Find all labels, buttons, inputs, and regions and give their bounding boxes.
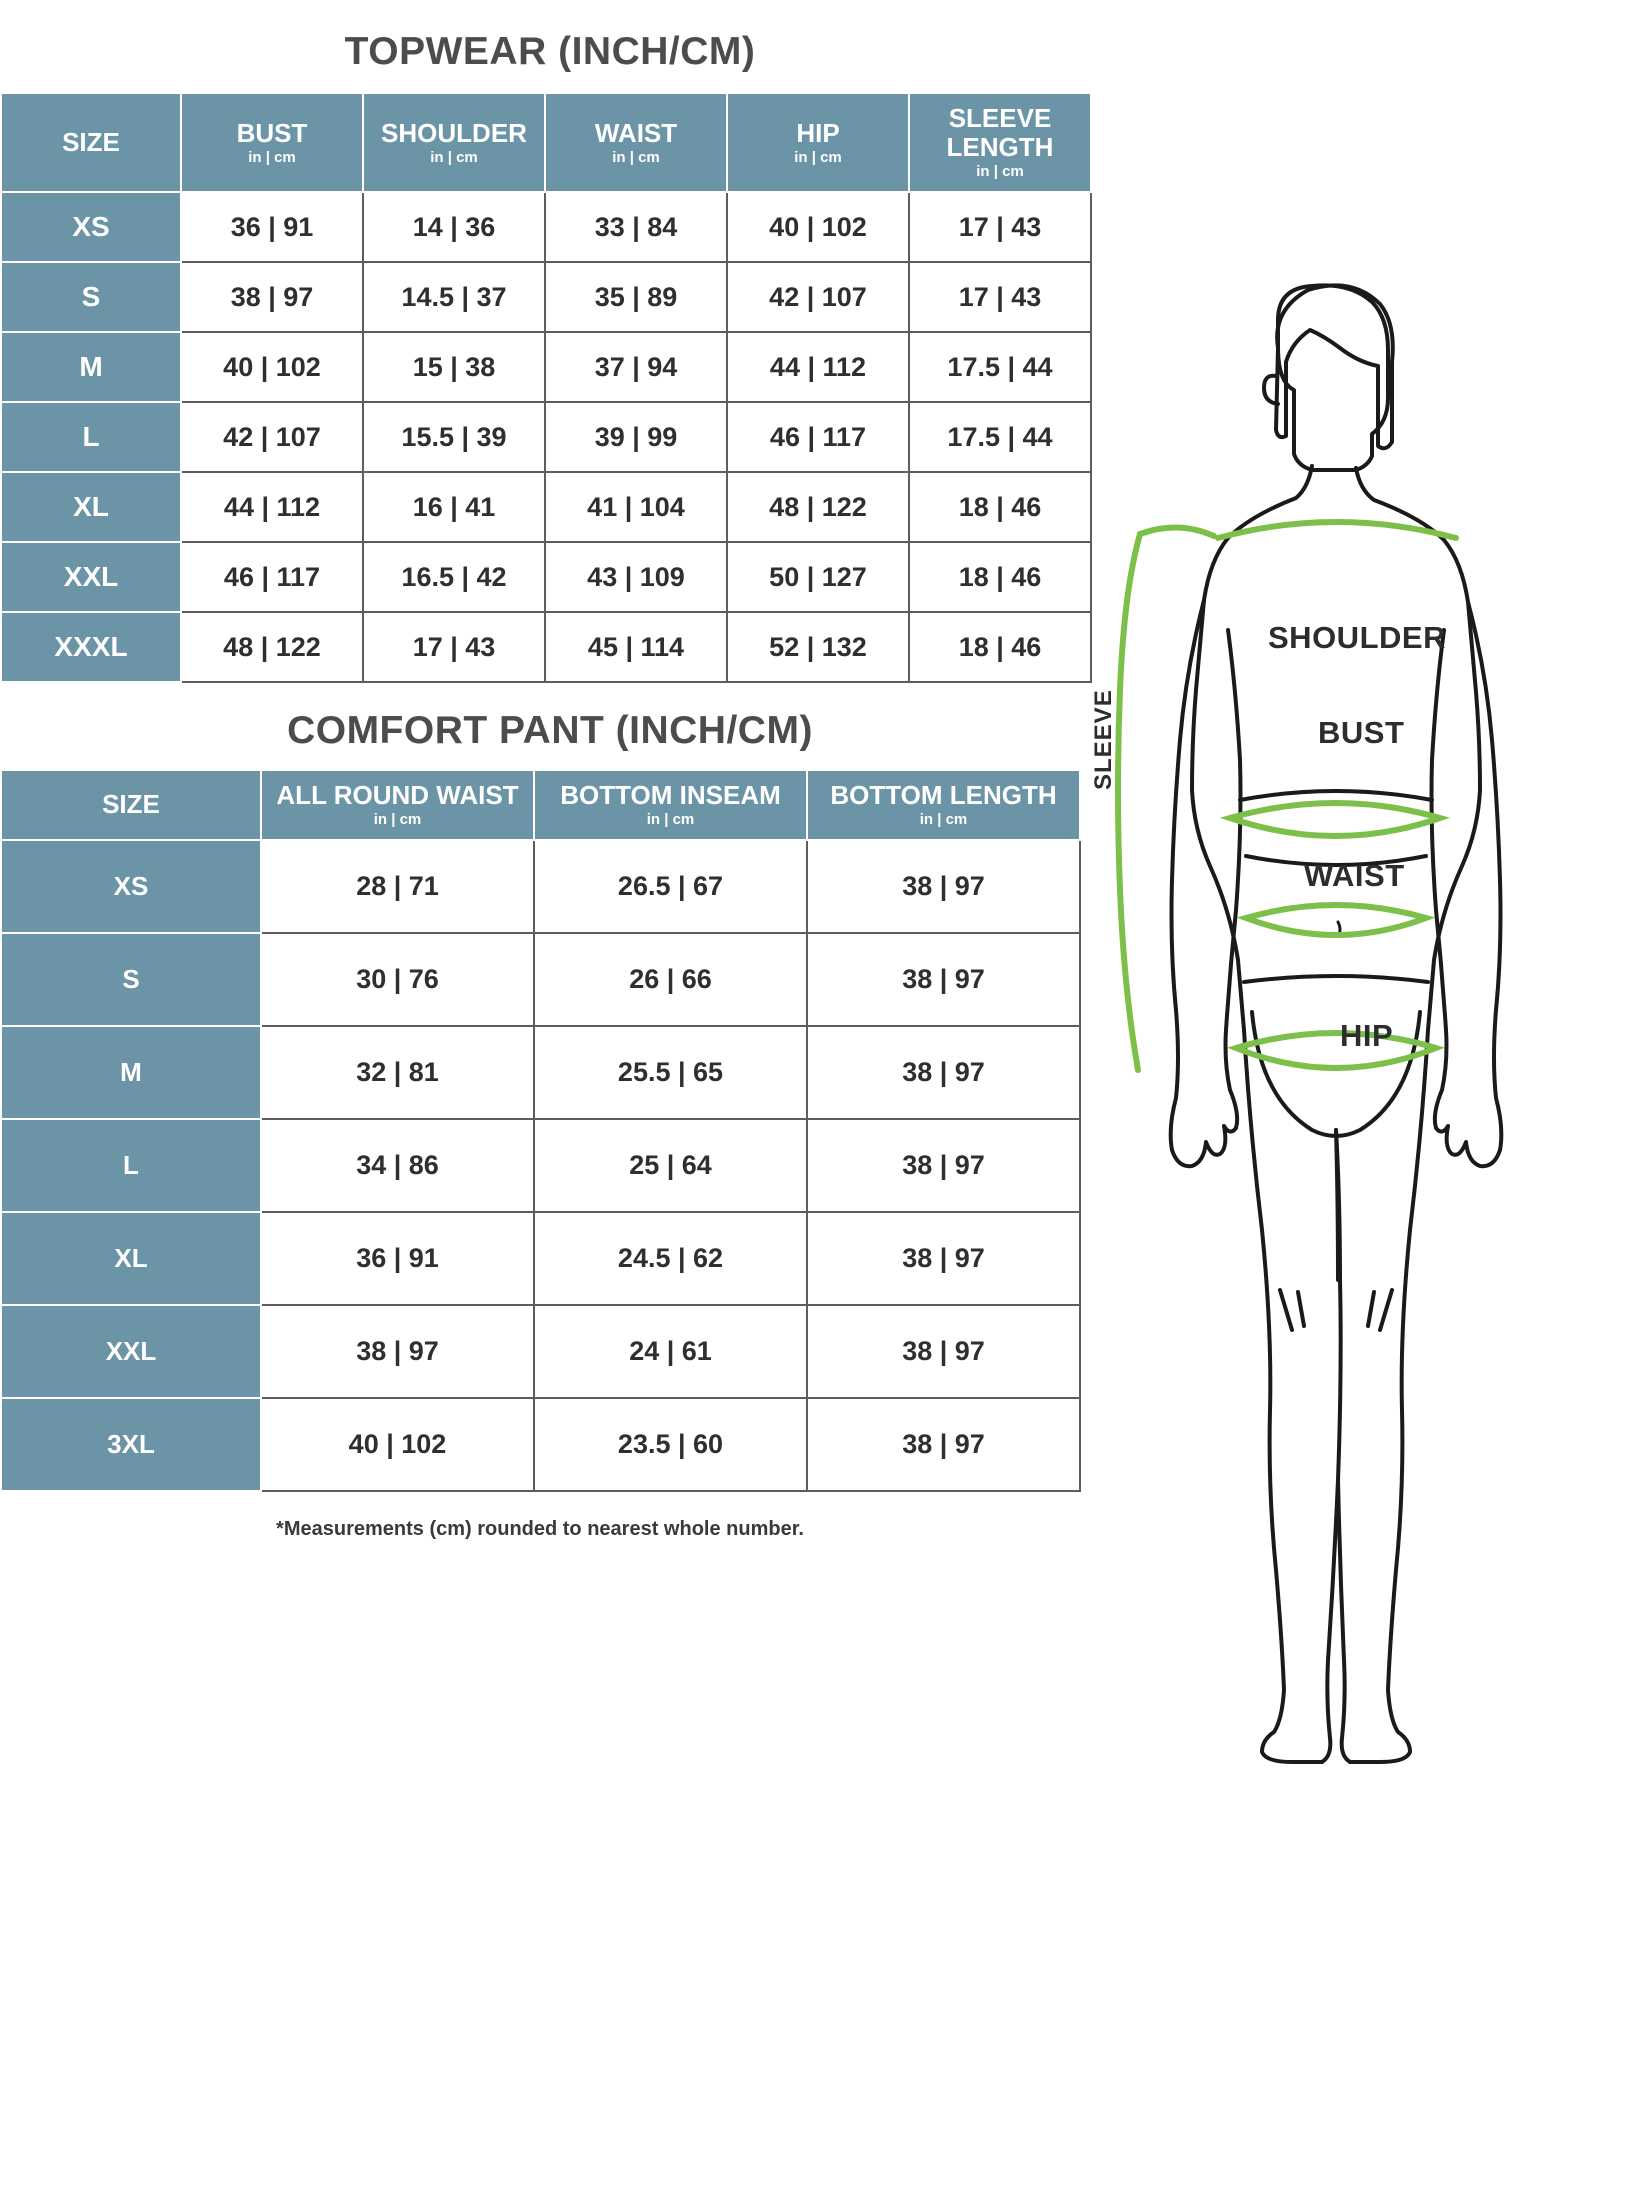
cell-hip: 52 | 132 xyxy=(727,612,909,682)
header-label: SLEEVE LENGTH xyxy=(946,103,1054,163)
waist-label: WAIST xyxy=(1304,858,1405,893)
cell-hip: 48 | 122 xyxy=(727,472,909,542)
cell-sleeve: 18 | 46 xyxy=(909,472,1091,542)
cell-waist: 45 | 114 xyxy=(545,612,727,682)
topwear-table xyxy=(0,92,1092,683)
cell-bottom-length: 38 | 97 xyxy=(807,1305,1080,1398)
cell-bust: 48 | 122 xyxy=(181,612,363,682)
header-label: SHOULDER xyxy=(381,117,527,148)
cell-bottom-inseam: 24.5 | 62 xyxy=(534,1212,807,1305)
header-label: BOTTOM INSEAM xyxy=(560,780,781,811)
cell-all-round-waist: 30 | 76 xyxy=(261,933,534,1026)
cell-bottom-length: 38 | 97 xyxy=(807,1026,1080,1119)
cell-shoulder: 17 | 43 xyxy=(363,612,545,682)
cell-bust: 36 | 91 xyxy=(181,192,363,262)
shoulder-label: SHOULDER xyxy=(1268,620,1446,655)
cell-bottom-length: 38 | 97 xyxy=(807,1119,1080,1212)
column-header-size xyxy=(1,93,181,192)
cell-bust: 40 | 102 xyxy=(181,332,363,402)
cell-waist: 43 | 109 xyxy=(545,542,727,612)
table-row xyxy=(1,1398,1080,1491)
cell-shoulder: 15.5 | 39 xyxy=(363,402,545,472)
row-size: XXL xyxy=(1,1305,261,1398)
column-header-hip xyxy=(727,93,909,192)
row-size: XL xyxy=(1,1212,261,1305)
female-body-illustration xyxy=(1100,270,1652,1970)
cell-sleeve: 17.5 | 44 xyxy=(909,402,1091,472)
column-header-bust xyxy=(181,93,363,192)
row-size: 3XL xyxy=(1,1398,261,1491)
left-leg-outline xyxy=(1244,1030,1341,1762)
cell-waist: 33 | 84 xyxy=(545,192,727,262)
header-label: SIZE xyxy=(102,789,160,820)
right-arm-outline xyxy=(1432,602,1502,1166)
row-size: XXL xyxy=(1,542,181,612)
header-label: HIP xyxy=(796,117,840,148)
column-header-bottom-inseam xyxy=(534,770,807,840)
column-header-size xyxy=(1,770,261,840)
table-row xyxy=(1,840,1080,933)
cell-sleeve: 17 | 43 xyxy=(909,192,1091,262)
table-row xyxy=(1,1026,1080,1119)
cell-hip: 40 | 102 xyxy=(727,192,909,262)
header-label: ALL ROUND WAIST xyxy=(276,780,519,811)
cell-waist: 39 | 99 xyxy=(545,402,727,472)
cell-shoulder: 16.5 | 42 xyxy=(363,542,545,612)
column-header-waist xyxy=(545,93,727,192)
table-header-row xyxy=(1,770,1080,840)
cell-sleeve: 17.5 | 44 xyxy=(909,332,1091,402)
row-size: S xyxy=(1,933,261,1026)
left-arm-outline xyxy=(1171,600,1241,1166)
table-row xyxy=(1,1305,1080,1398)
column-header-all-round-waist xyxy=(261,770,534,840)
hip-line xyxy=(1244,976,1428,982)
cell-all-round-waist: 34 | 86 xyxy=(261,1119,534,1212)
comfort-pant-table xyxy=(0,769,1081,1492)
cell-bust: 44 | 112 xyxy=(181,472,363,542)
header-unit: in | cm xyxy=(373,811,422,829)
cell-sleeve: 18 | 46 xyxy=(909,542,1091,612)
topwear-title: TOPWEAR (INCH/CM) xyxy=(344,30,756,73)
cell-bust: 38 | 97 xyxy=(181,262,363,332)
cell-all-round-waist: 32 | 81 xyxy=(261,1026,534,1119)
cell-bottom-inseam: 25 | 64 xyxy=(534,1119,807,1212)
table-row xyxy=(1,192,1091,262)
left-knee-detail xyxy=(1280,1290,1304,1330)
cell-all-round-waist: 28 | 71 xyxy=(261,840,534,933)
bust-measure-line xyxy=(1230,803,1440,836)
table-row xyxy=(1,542,1091,612)
cell-bottom-length: 38 | 97 xyxy=(807,1398,1080,1491)
row-size: XS xyxy=(1,192,181,262)
measurement-footnote: *Measurements (cm) rounded to nearest whole number. xyxy=(276,1517,804,1540)
bust-garment-top xyxy=(1240,791,1432,800)
header-unit: in | cm xyxy=(794,148,842,166)
header-unit: in | cm xyxy=(612,148,660,166)
cell-shoulder: 15 | 38 xyxy=(363,332,545,402)
row-size: L xyxy=(1,1119,261,1212)
body-figure xyxy=(1090,270,1652,1970)
header-unit: in | cm xyxy=(976,163,1024,181)
column-header-bottom-length xyxy=(807,770,1080,840)
cell-hip: 50 | 127 xyxy=(727,542,909,612)
right-leg-outline xyxy=(1338,1030,1428,1762)
table-row xyxy=(1,402,1091,472)
header-label: WAIST xyxy=(594,117,678,148)
cell-waist: 41 | 104 xyxy=(545,472,727,542)
header-unit: in | cm xyxy=(430,148,478,166)
row-size: L xyxy=(1,402,181,472)
sleeve-measure-line xyxy=(1118,534,1140,1070)
cell-all-round-waist: 36 | 91 xyxy=(261,1212,534,1305)
row-size: XXXL xyxy=(1,612,181,682)
table-row xyxy=(1,472,1091,542)
header-label: SIZE xyxy=(62,126,120,157)
cell-bottom-inseam: 26 | 66 xyxy=(534,933,807,1026)
cell-all-round-waist: 38 | 97 xyxy=(261,1305,534,1398)
cell-shoulder: 16 | 41 xyxy=(363,472,545,542)
table-row xyxy=(1,612,1091,682)
cell-waist: 37 | 94 xyxy=(545,332,727,402)
row-size: M xyxy=(1,1026,261,1119)
header-unit: in | cm xyxy=(646,811,695,829)
cell-hip: 44 | 112 xyxy=(727,332,909,402)
bust-label: BUST xyxy=(1318,715,1405,750)
pant-title: COMFORT PANT (INCH/CM) xyxy=(287,709,813,753)
row-size: XL xyxy=(1,472,181,542)
cell-shoulder: 14 | 36 xyxy=(363,192,545,262)
cell-bottom-length: 38 | 97 xyxy=(807,933,1080,1026)
table-row xyxy=(1,1212,1080,1305)
header-label: BOTTOM LENGTH xyxy=(830,780,1057,811)
row-size: S xyxy=(1,262,181,332)
cell-bottom-length: 38 | 97 xyxy=(807,840,1080,933)
cell-bust: 42 | 107 xyxy=(181,402,363,472)
cell-shoulder: 14.5 | 37 xyxy=(363,262,545,332)
row-size: XS xyxy=(1,840,261,933)
header-unit: in | cm xyxy=(919,811,968,829)
table-header-row xyxy=(1,93,1091,192)
hip-measure-line xyxy=(1236,1033,1436,1068)
header-unit: in | cm xyxy=(248,148,296,166)
cell-bust: 46 | 117 xyxy=(181,542,363,612)
sleeve-top-hook xyxy=(1140,527,1214,536)
column-header-shoulder xyxy=(363,93,545,192)
sleeve-label: SLEEVE xyxy=(1090,689,1117,790)
row-size: M xyxy=(1,332,181,402)
cell-all-round-waist: 40 | 102 xyxy=(261,1398,534,1491)
cell-sleeve: 18 | 46 xyxy=(909,612,1091,682)
right-knee-detail xyxy=(1368,1290,1392,1330)
cell-bottom-inseam: 25.5 | 65 xyxy=(534,1026,807,1119)
table-row xyxy=(1,933,1080,1026)
cell-waist: 35 | 89 xyxy=(545,262,727,332)
cell-hip: 42 | 107 xyxy=(727,262,909,332)
shoulder-measure-line xyxy=(1218,522,1456,538)
cell-bottom-inseam: 23.5 | 60 xyxy=(534,1398,807,1491)
cell-hip: 46 | 117 xyxy=(727,402,909,472)
table-row xyxy=(1,1119,1080,1212)
head-outline xyxy=(1278,285,1388,470)
column-header-sleeve-length xyxy=(909,93,1091,192)
cell-bottom-inseam: 26.5 | 67 xyxy=(534,840,807,933)
cell-bottom-inseam: 24 | 61 xyxy=(534,1305,807,1398)
inner-leg-line xyxy=(1336,1130,1338,1280)
header-label: BUST xyxy=(236,117,308,148)
cell-sleeve: 17 | 43 xyxy=(909,262,1091,332)
cell-bottom-length: 38 | 97 xyxy=(807,1212,1080,1305)
tables-column xyxy=(0,0,1100,1541)
table-row xyxy=(1,332,1091,402)
hip-label: HIP xyxy=(1340,1018,1394,1053)
table-row xyxy=(1,262,1091,332)
waist-measure-line xyxy=(1246,905,1426,935)
